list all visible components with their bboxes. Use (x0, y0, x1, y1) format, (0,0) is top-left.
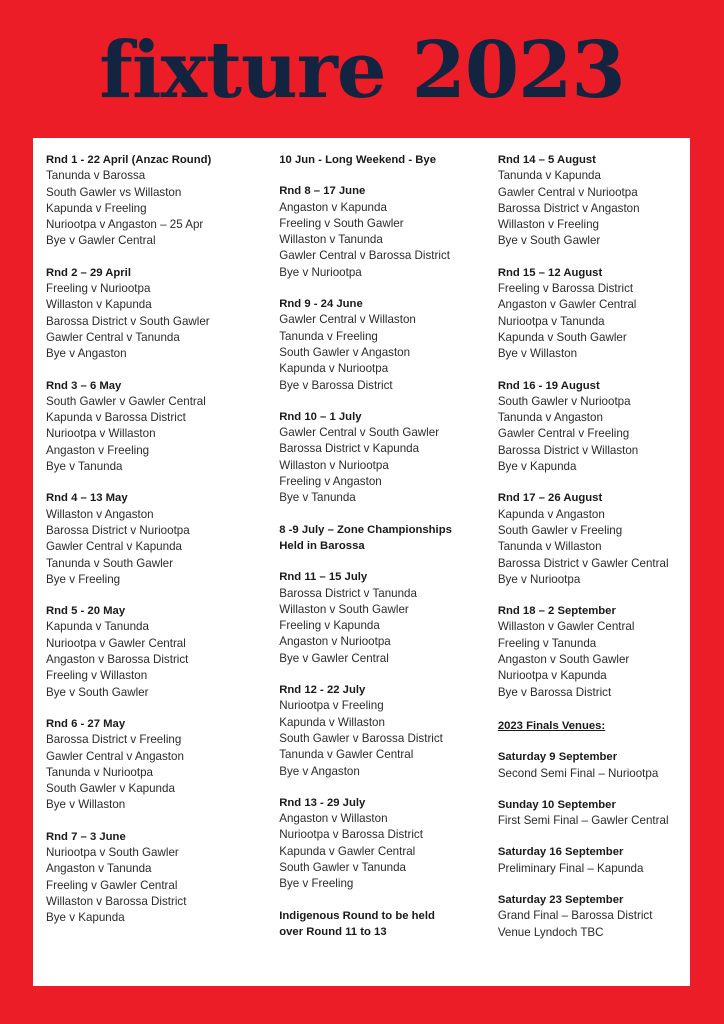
match-line: Angaston v Willaston (279, 812, 388, 826)
final-date: Saturday 9 September (497, 751, 618, 764)
match-line: Willaston v Nuriootpa (279, 458, 389, 472)
final-block (498, 749, 680, 782)
match-line: Bye v Nuriootpa (497, 572, 581, 586)
match-line: Bye v South Gawler (46, 685, 149, 699)
match-line: Bye v Tanunda (46, 460, 123, 474)
match-line: Bye v Kapunda (46, 911, 125, 925)
match-line: Bye v Angaston (46, 347, 127, 361)
match-line: Nuriootpa v Tanunda (497, 314, 605, 328)
final-block (498, 797, 680, 830)
note-block (279, 152, 492, 168)
poster-title-bar (0, 0, 724, 138)
match-line: Kapunda v Angaston (497, 507, 605, 521)
round-block (46, 265, 273, 363)
final-date: Saturday 16 September (497, 846, 624, 859)
match-line: Angaston v Kapunda (279, 200, 387, 214)
round-block (498, 490, 680, 588)
note-line: 10 Jun - Long Weekend - Bye (279, 154, 436, 166)
match-line: Bye v Barossa District (279, 378, 393, 392)
match-line: Tanunda v South Gawler (46, 556, 173, 570)
match-line: Gawler Central v Kapunda (46, 540, 182, 554)
round-heading: Rnd 15 – 12 August (497, 266, 603, 279)
match-line: Barossa District v Angaston (497, 201, 640, 215)
match-line: Kapunda v Nuriootpa (279, 362, 389, 376)
match-line: Barossa District v Willaston (497, 443, 639, 457)
match-line: Gawler Central v Barossa District (279, 249, 450, 263)
match-line: Tanunda v Barossa (46, 169, 146, 183)
round-heading: Rnd 5 - 20 May (46, 605, 126, 618)
match-line: Freeling v Nuriootpa (46, 282, 151, 296)
match-line: Bye v Angaston (279, 764, 360, 778)
match-line: Freeling v Willaston (46, 669, 148, 683)
fixture-column-3 (498, 152, 680, 941)
match-line: Kapunda v Freeling (46, 201, 147, 215)
match-line: Angaston v Tanunda (46, 862, 152, 876)
note-line: 8 -9 July – Zone Championships (279, 523, 452, 536)
match-line: Tanunda v Freeling (279, 329, 378, 343)
match-line: Barossa District v South Gawler (46, 314, 210, 328)
match-line: Tanunda v Kapunda (497, 169, 601, 183)
match-line: Bye v Nuriootpa (279, 265, 362, 279)
round-heading: Rnd 10 – 1 July (279, 410, 362, 423)
match-line: Freeling v Kapunda (279, 619, 380, 633)
round-heading: Rnd 16 - 19 August (497, 379, 600, 392)
round-block (279, 795, 492, 893)
round-block (46, 716, 273, 814)
match-line: Freeling v Tanunda (497, 636, 597, 650)
match-line: Gawler Central v South Gawler (279, 426, 440, 440)
round-heading: Rnd 14 – 5 August (497, 154, 596, 166)
round-heading: Rnd 9 - 24 June (279, 298, 363, 311)
match-line: Gawler Central v Willaston (279, 313, 416, 327)
final-block (498, 844, 680, 877)
fixture-column-1 (46, 152, 279, 926)
match-line: Bye v Willaston (46, 798, 126, 812)
round-block (279, 682, 492, 780)
match-line: Freeling v Gawler Central (46, 878, 178, 892)
match-line: Kapunda v Barossa District (46, 411, 186, 425)
match-line: Bye v Kapunda (497, 460, 577, 474)
round-block (279, 409, 492, 507)
round-heading: Rnd 11 – 15 July (279, 571, 368, 584)
round-heading: Rnd 7 – 3 June (46, 830, 126, 843)
round-heading: Rnd 12 - 22 July (279, 684, 366, 697)
round-heading: Rnd 1 - 22 April (Anzac Round) (46, 154, 212, 166)
round-block (498, 378, 680, 476)
note-block (279, 908, 492, 941)
match-line: Barossa District v Tanunda (279, 586, 417, 600)
match-line: Tanunda v Gawler Central (279, 748, 414, 762)
page-title: fixture 2023 (99, 25, 625, 116)
match-line: Gawler Central v Angaston (46, 749, 184, 763)
match-line: Tanunda v Willaston (497, 540, 602, 554)
round-block (46, 829, 273, 927)
round-block (498, 152, 680, 250)
final-detail-line: Grand Final – Barossa District (497, 909, 653, 923)
note-line: Indigenous Round to be held (279, 909, 435, 922)
match-line: South Gawler v Gawler Central (46, 394, 206, 408)
match-line: South Gawler v Angaston (279, 345, 411, 359)
round-block (46, 152, 273, 250)
note-block (279, 522, 492, 555)
match-line: Bye v Barossa District (497, 685, 612, 699)
match-line: Freeling v Barossa District (497, 282, 634, 296)
match-line: Kapunda v Gawler Central (279, 844, 416, 858)
note-line: over Round 11 to 13 (279, 925, 387, 938)
final-date: Sunday 10 September (497, 798, 616, 811)
round-heading: Rnd 17 – 26 August (497, 492, 603, 505)
match-line: Tanunda v Angaston (497, 411, 603, 425)
match-line: Bye v Willaston (497, 347, 578, 361)
match-line: Nuriootpa v Willaston (46, 427, 156, 441)
match-line: Willaston v Gawler Central (497, 620, 635, 634)
match-line: Barossa District v Gawler Central (497, 556, 669, 570)
match-line: Bye v Freeling (46, 572, 121, 586)
match-line: South Gawler vs Willaston (46, 185, 182, 199)
finals-venues-heading: 2023 Finals Venues: (497, 719, 606, 732)
fixture-sheet (33, 138, 690, 986)
round-heading: Rnd 8 – 17 June (279, 185, 366, 198)
round-block (46, 490, 273, 588)
match-line: Bye v Gawler Central (279, 651, 389, 665)
note-line: Held in Barossa (279, 539, 365, 552)
match-line: Willaston v Tanunda (279, 233, 383, 247)
match-line: Barossa District v Freeling (46, 733, 182, 747)
match-line: Barossa District v Kapunda (279, 442, 420, 456)
round-block (46, 378, 273, 476)
final-block (498, 892, 680, 941)
final-detail-line: Second Semi Final – Nuriootpa (497, 766, 659, 780)
match-line: Willaston v South Gawler (279, 602, 409, 616)
match-line: South Gawler v Freeling (497, 523, 623, 537)
match-line: Nuriootpa v Angaston – 25 Apr (46, 218, 204, 232)
match-line: South Gawler v Tanunda (279, 860, 407, 874)
match-line: Angaston v Gawler Central (497, 298, 637, 312)
match-line: Angaston v Nuriootpa (279, 635, 391, 649)
fixture-columns (46, 152, 680, 976)
final-detail-line: First Semi Final – Gawler Central (497, 814, 669, 828)
round-heading: Rnd 13 - 29 July (279, 796, 366, 809)
match-line: Nuriootpa v Kapunda (497, 669, 607, 683)
match-line: Gawler Central v Freeling (497, 427, 630, 441)
match-line: Nuriootpa v Gawler Central (46, 636, 186, 650)
round-block (279, 296, 492, 394)
round-heading: Rnd 18 – 2 September (497, 605, 616, 618)
round-heading: Rnd 4 – 13 May (46, 492, 128, 505)
round-block (279, 569, 492, 667)
match-line: Nuriootpa v Barossa District (279, 828, 423, 842)
match-line: Willaston v Angaston (46, 507, 154, 521)
match-line: South Gawler v Barossa District (279, 731, 443, 745)
match-line: Kapunda v South Gawler (497, 330, 627, 344)
match-line: Bye v Freeling (279, 877, 354, 891)
match-line: Kapunda v Willaston (279, 715, 385, 729)
match-line: Willaston v Barossa District (46, 894, 187, 908)
match-line: Kapunda v Tanunda (46, 620, 149, 634)
match-line: Nuriootpa v Freeling (279, 699, 384, 713)
round-heading: Rnd 3 – 6 May (46, 379, 122, 392)
round-heading: Rnd 2 – 29 April (46, 266, 131, 279)
match-line: Angaston v Freeling (46, 443, 150, 457)
match-line: Barossa District v Nuriootpa (46, 523, 190, 537)
match-line: Willaston v Freeling (497, 218, 599, 232)
match-line: Angaston v Barossa District (46, 653, 189, 667)
round-heading: Rnd 6 - 27 May (46, 717, 126, 730)
match-line: Bye v Gawler Central (46, 234, 156, 248)
final-date: Saturday 23 September (497, 893, 624, 906)
match-line: Bye v Tanunda (279, 491, 356, 505)
final-detail-line: Preliminary Final – Kapunda (497, 861, 644, 875)
match-line: Nuriootpa v South Gawler (46, 845, 179, 859)
round-block (46, 603, 273, 701)
round-block (498, 265, 680, 363)
match-line: Angaston v South Gawler (497, 653, 630, 667)
match-line: South Gawler v Kapunda (46, 782, 175, 796)
match-line: Gawler Central v Nuriootpa (497, 185, 638, 199)
match-line: Bye v South Gawler (497, 234, 601, 248)
round-block (279, 183, 492, 281)
round-block (498, 603, 680, 701)
fixture-column-2 (279, 152, 498, 940)
match-line: Freeling v South Gawler (279, 216, 404, 230)
finals-heading-block (498, 716, 680, 734)
match-line: Freeling v Angaston (279, 475, 382, 489)
match-line: South Gawler v Nuriootpa (497, 394, 631, 408)
match-line: Gawler Central v Tanunda (46, 330, 180, 344)
final-detail-line: Venue Lyndoch TBC (497, 925, 604, 939)
match-line: Tanunda v Nuriootpa (46, 765, 153, 779)
match-line: Willaston v Kapunda (46, 298, 152, 312)
